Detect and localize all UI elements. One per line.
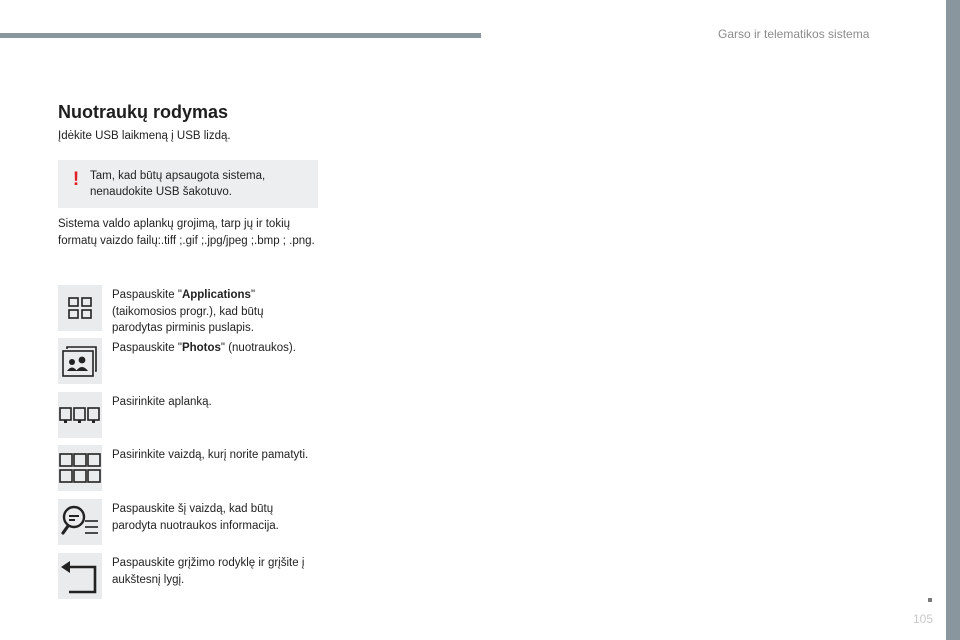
intro-text: Įdėkite USB laikmeną į USB lizdą. [58,130,231,142]
warning-icon: ! [72,169,80,190]
section-title: Garso ir telematikos sistema [718,27,870,41]
step-photos [58,338,323,384]
side-strip [946,0,960,640]
step-folder-text: Pasirinkite aplanką. [112,396,212,408]
step-image-text: Pasirinkite vaizdą, kurį norite pamatyti. [112,449,309,461]
page-title: Nuotraukų rodymas [58,102,229,122]
step-applications [58,285,323,334]
page-dot [928,598,932,602]
step-folder [58,392,323,438]
back-arrow-icon [58,553,102,599]
photos-icon [58,338,102,384]
step-photos-text: Paspauskite "Photos" (nuotraukos). [112,342,296,354]
photos-label: Photos [181,342,221,354]
step-back-text: Paspauskite grįžimo rodyklę ir grįšite į aukštesnį lygį. [112,557,305,586]
image-grid-icon [58,445,102,491]
step-image [58,445,323,491]
applications-grid-icon [58,285,102,331]
formats-paragraph: Sistema valdo aplankų grojimą, tarp jų ir tokių formatų vaizdo failų:.tiff ;.gif ;.jpg/jpeg ;.bmp ; .png. [58,218,315,247]
folders-icon [58,392,102,438]
info-magnifier-icon [58,499,102,545]
step-back [58,553,323,599]
warning-box [58,160,318,208]
step-info-text: Paspauskite šį vaizdą, kad būtų parodyta nuotraukos informacija. [112,503,279,532]
step-info [58,499,323,545]
step-applications-text: Paspauskite "Applications" (taikomosios progr.), kad būtų parodytas pirminis puslapis. [112,289,264,334]
applications-label: Applications [181,289,251,301]
page-number: 105 [913,612,934,626]
header-bar [0,33,481,38]
warning-text: Tam, kad būtų apsaugota sistema, nenaudokite USB šakotuvo. [90,170,266,198]
